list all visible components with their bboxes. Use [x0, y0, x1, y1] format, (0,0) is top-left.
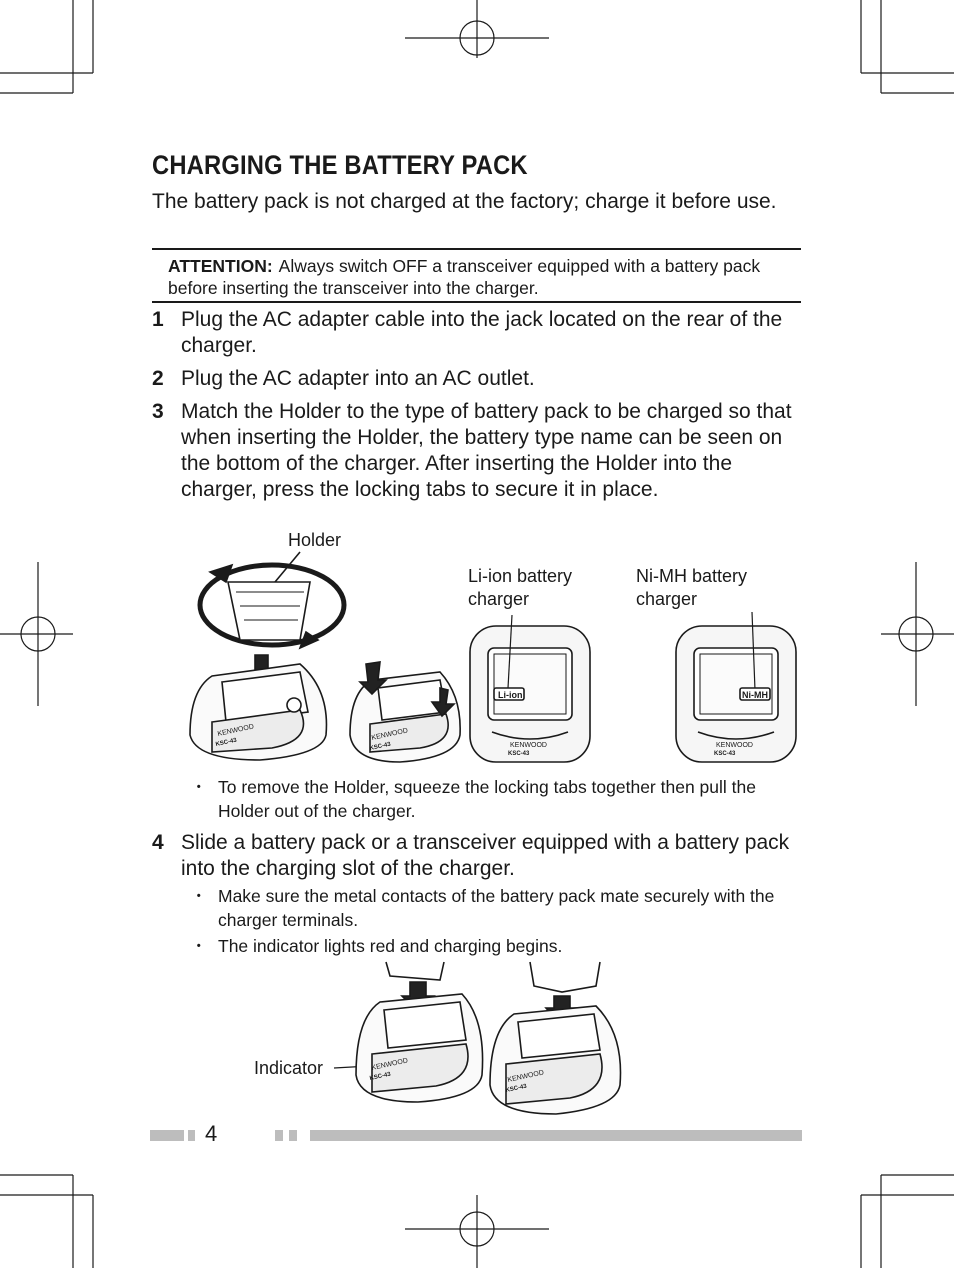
liion-tag: Li-ion [498, 690, 523, 700]
step-number: 3 [152, 400, 164, 423]
attention-label: ATTENTION: [168, 256, 273, 276]
svg-text:KENWOOD: KENWOOD [216, 723, 255, 738]
svg-text:KSC-43: KSC-43 [369, 741, 392, 752]
intro-text: The battery pack is not charged at the factory; charge it before use. [152, 190, 777, 213]
svg-text:KENWOOD: KENWOOD [506, 1069, 545, 1084]
svg-text:KSC-43: KSC-43 [505, 1083, 528, 1094]
svg-text:KSC-43: KSC-43 [215, 737, 238, 748]
attention-text: Always switch OFF a transceiver equipped with a battery pack before inserting the transceiver into the charger. [168, 256, 761, 298]
kenwood-logo-4: KENWOOD [716, 742, 753, 749]
step-text: Match the Holder to the type of battery pack to be charged so that when inserting the Holder, the battery type name can be seen on the bottom of the charger. After inserting the Holder into the charger, press the locking tabs to secure it in place. [181, 400, 792, 501]
bullet-text: The indicator lights red and charging begins. [218, 936, 563, 956]
indicator-label: Indicator [254, 1058, 324, 1078]
model-4: KSC-43 [714, 751, 736, 757]
section-heading: CHARGING THE BATTERY PACK [152, 150, 528, 180]
bullet-symbol: ・ [190, 886, 208, 906]
bullet-text: Make sure the metal contacts of the battery pack mate securely with the charger terminals. [218, 886, 775, 930]
page-number: 4 [205, 1121, 218, 1146]
model-3: KSC-43 [508, 751, 530, 757]
bullet-text: To remove the Holder, squeeze the locking tabs together then pull the Holder out of the charger. [218, 777, 756, 821]
svg-text:KENWOOD: KENWOOD [370, 727, 409, 742]
nimh-label-line1: Ni-MH battery [636, 566, 748, 586]
step-number: 1 [152, 308, 164, 331]
bullet-symbol: ・ [190, 777, 208, 797]
step-text: Slide a battery pack or a transceiver equipped with a battery pack into the charging slot of the charger. [181, 831, 790, 880]
holder-label: Holder [288, 530, 342, 550]
nimh-label-line2: charger [636, 589, 698, 609]
svg-text:KSC-43: KSC-43 [369, 1071, 392, 1082]
bullet-symbol: ・ [190, 936, 208, 956]
kenwood-logo-3: KENWOOD [510, 742, 547, 749]
liion-label-line1: Li-ion battery [468, 566, 573, 586]
step-text: Plug the AC adapter into an AC outlet. [181, 367, 535, 390]
nimh-tag: Ni-MH [742, 690, 768, 700]
step-number: 4 [152, 831, 164, 854]
liion-label-line2: charger [468, 589, 530, 609]
step-number: 2 [152, 367, 164, 390]
step-text: Plug the AC adapter cable into the jack located on the rear of the charger. [181, 308, 783, 357]
svg-text:KENWOOD: KENWOOD [370, 1057, 409, 1072]
